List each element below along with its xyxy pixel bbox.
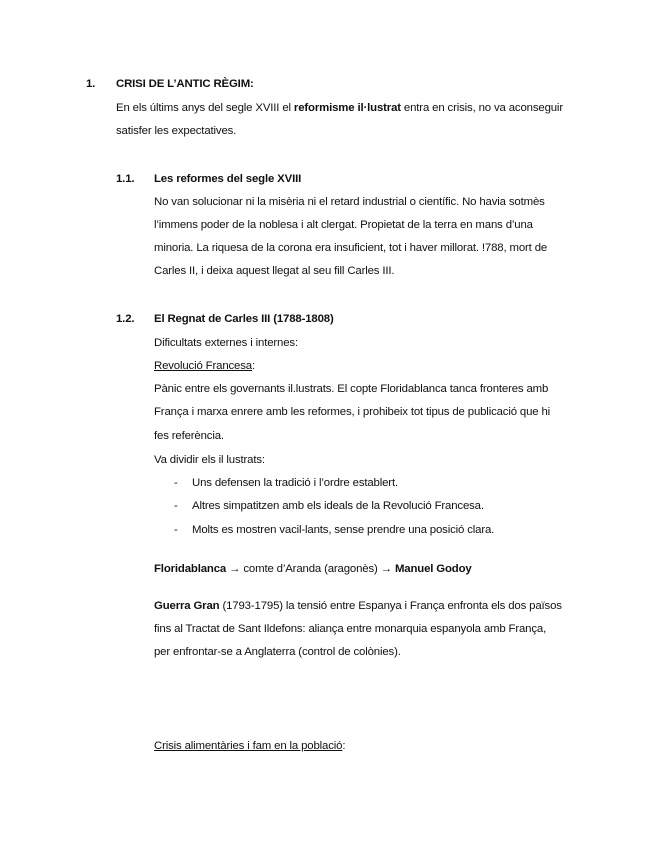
- war-line: per enfrontar-se a Anglaterra (control de colònies).: [154, 646, 401, 658]
- bullet-item: Molts es mostren vacil-lants, sense prendre una posició clara.: [192, 524, 495, 536]
- succession-floridablanca: Floridablanca: [154, 563, 227, 575]
- panic-line: Pànic entre els governants il.lustrats. El copte Floridablanca tanca fronteres amb: [154, 383, 549, 395]
- war-line-1: [154, 600, 562, 612]
- revolution-heading-text: Revolució Francesa: [154, 360, 252, 372]
- section-1-intro-line-1: [116, 102, 563, 114]
- panic-line: fes referència.: [154, 430, 224, 442]
- section-1-1-line: l’immens poder de la noblesa i alt clergat. Propietat de la terra en mans d’una: [154, 219, 533, 231]
- bullet-dash: -: [174, 477, 178, 489]
- section-1-2-number: 1.2.: [116, 313, 135, 325]
- crisis-heading-colon: :: [342, 740, 346, 752]
- section-1-1-line: minoria. La riquesa de la corona era insuficient, tot i haver millorat. !788, mort de: [154, 242, 548, 254]
- bullet-item: Uns defensen la tradició i l’ordre establert.: [192, 477, 398, 489]
- section-1-number: 1.: [86, 78, 96, 90]
- revolution-heading-colon: :: [251, 360, 255, 372]
- panic-line: França i marxa enrere amb les reformes, i prohibeix tot tipus de publicació que hi: [154, 406, 551, 418]
- section-1-title: CRISI DE L’ANTIC RÈGIM:: [116, 78, 254, 90]
- succession-middle: → comte d’Aranda (aragonès) →: [226, 563, 395, 575]
- intro-text-rest: entra en crisis, no va aconseguir: [400, 102, 563, 114]
- section-1-2-title: El Regnat de Carles III (1788-1808): [154, 313, 334, 325]
- difficulties-text: Dificultats externes i internes:: [154, 337, 298, 349]
- section-1-intro-line-2: satisfer les expectatives.: [116, 125, 237, 137]
- bullet-dash: -: [174, 524, 178, 536]
- succession-godoy: Manuel Godoy: [394, 563, 472, 575]
- intro-bold-term: reformisme il·lustrat: [293, 102, 401, 114]
- war-line: fins al Tractat de Sant Ildefons: aliança entre monarquia espanyola amb França,: [154, 623, 547, 635]
- divide-text: Va dividir els il lustrats:: [154, 454, 265, 466]
- intro-text: En els últims anys del segle XVIII el: [116, 102, 294, 114]
- war-line-1-rest: (1793-1795) la tensió entre Espanya i França enfronta els dos països: [219, 600, 562, 612]
- section-1-1-line: No van solucionar ni la misèria ni el retard industrial o científic. No havia sotmès: [154, 196, 545, 208]
- crisis-heading: [154, 740, 345, 752]
- crisis-heading-text: Crisis alimentàries i fam en la població: [154, 740, 343, 752]
- bullet-item: Altres simpatitzen amb els ideals de la Revolució Francesa.: [192, 500, 484, 512]
- bullet-dash: -: [174, 500, 178, 512]
- revolution-heading: [154, 360, 255, 372]
- war-title: Guerra Gran: [154, 600, 220, 612]
- section-1-1-number: 1.1.: [116, 173, 135, 185]
- section-1-1-line: Carles II, i deixa aquest llegat al seu fill Carles III.: [154, 265, 395, 277]
- succession-line: [154, 563, 472, 575]
- section-1-1-title: Les reformes del segle XVIII: [154, 173, 302, 185]
